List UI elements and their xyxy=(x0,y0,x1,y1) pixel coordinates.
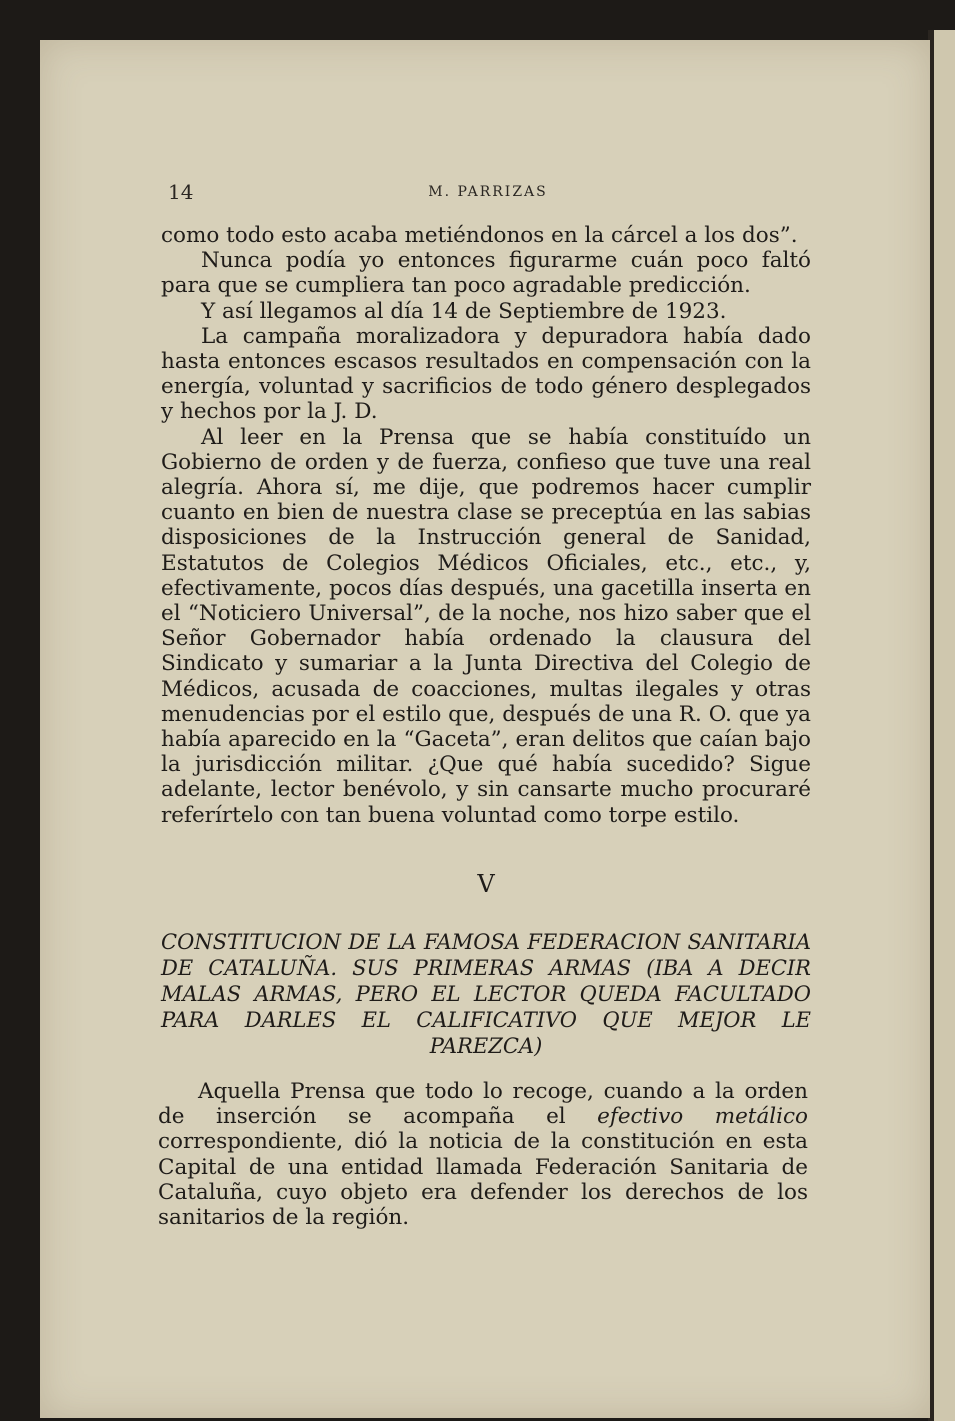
paragraph: La campaña moralizadora y depuradora había dado hasta entonces escasos resultados en compensación con la energía, voluntad y sacrificios de todo género desplegados y hechos por la J. D. xyxy=(161,323,811,425)
paragraph: Al leer en la Prensa que se había constituído un Gobierno de orden y de fuerza, confieso que tuve una real alegría. Ahora sí, me dije, que podremos hacer cumplir cuanto en bien de nuestra clase se preceptúa en las sabias disposiciones de la Instrucción general de Sanidad, Estatutos de Colegios Médicos Oficiales, etc., etc., y, efectivamente, pocos días después, una gacetilla inserta en el “Noticiero Universal”, de la noche, nos hizo saber que el Señor Gobernador había ordenado la clausura del Sindicato y sumariar a la Junta Directiva del Colegio de Médicos, acusada de coacciones, multas ilegales y otras menudencias por el estilo que, después de una R. O. que ya había aparecido en la “Gaceta”, eran delitos que caían bajo la jurisdicción militar. ¿Que qué había sucedido? Sigue adelante, lector benévolo, y sin cansarte mucho procuraré referírtelo con tan buena voluntad como torpe estilo. xyxy=(161,424,811,828)
paragraph: como todo esto acaba metiéndonos en la cárcel a los dos”. xyxy=(161,223,798,248)
facing-page-edge xyxy=(934,30,955,1421)
chapter-title: CONSTITUCION DE LA FAMOSA FEDERACION SANITARIA DE CATALUÑA. SUS PRIMERAS ARMAS (IBA A DECIR MALAS ARMAS, PERO EL LECTOR QUEDA FACULTADO PARA DARLES EL CALIFICATIVO QUE MEJOR LE PAREZCA) xyxy=(161,930,811,1058)
closing-text xyxy=(158,1079,808,1230)
running-head: M. PARRIZAS xyxy=(428,184,548,200)
paragraph: Y así llegamos al día 14 de Septiembre de 1923. xyxy=(201,298,727,324)
emphasized-phrase: efectivo metálico xyxy=(597,1104,808,1130)
page-header xyxy=(168,180,808,204)
body-text xyxy=(161,223,811,828)
paragraph xyxy=(158,1079,808,1230)
paragraph: Nunca podía yo entonces figurarme cuán poco faltó para que se cumpliera tan poco agradable predicción. xyxy=(161,248,811,299)
paragraph-start: Aquella Prensa que todo lo recoge, cuando a la orden de inserción se acompaña el xyxy=(158,1079,808,1130)
chapter-number: V xyxy=(477,870,495,898)
page-number: 14 xyxy=(168,180,194,204)
paragraph-end: correspondiente, dió la noticia de la constitución en esta Capital de una entidad llamada Federación Sanitaria de Cataluña, cuyo objeto era defender los derechos de los sanitarios de la región. xyxy=(158,1129,808,1231)
